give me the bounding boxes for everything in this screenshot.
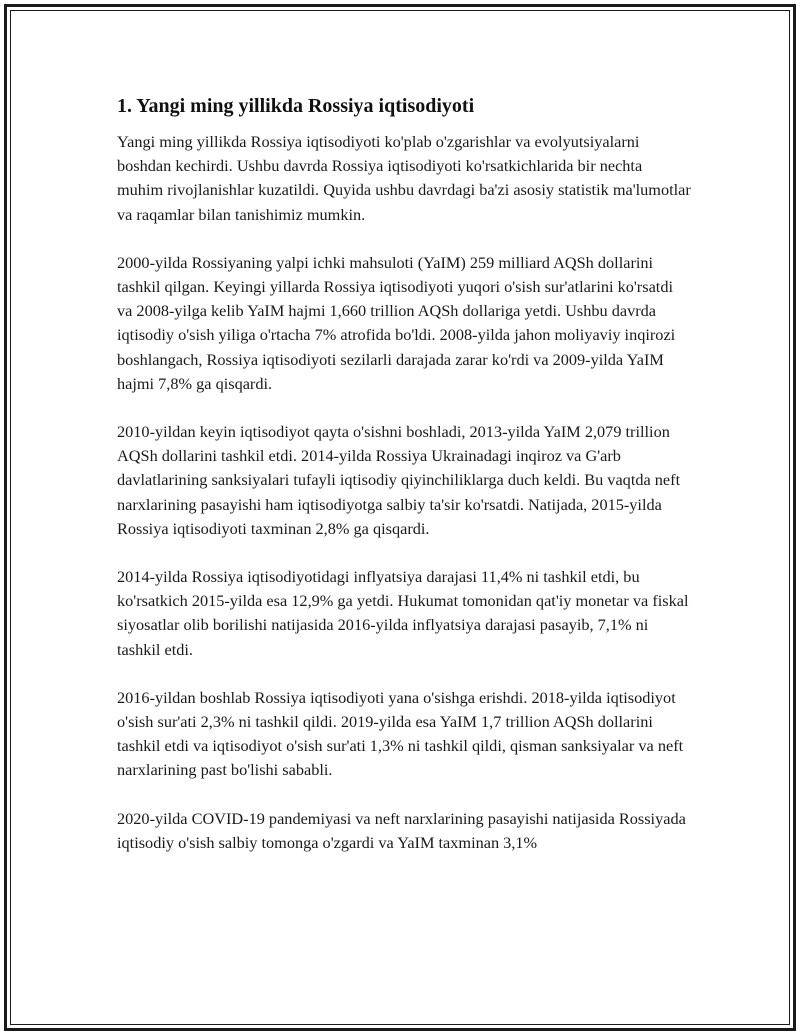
paragraph-gdp-2000-2009: 2000-yilda Rossiyaning yalpi ichki mahsuloti (YaIM) 259 milliard AQSh dollarini tashkil qilgan. Keyingi yillarda Rossiya iqtisodiyoti yuqori o'sish sur'atlarini ko'rsatdi va 2008-yilga kelib YaIM hajmi 1,660 trillion AQSh dollariga yetdi. Ushbu davrda iqtisodiy o'sish yiliga o'rtacha 7% atrofida bo'ldi. 2008-yilda jahon moliyaviy inqirozi boshlangach, Rossiya iqtisodiyoti sezilarli darajada zarar ko'rdi va 2009-yilda YaIM hajmi 7,8% ga qisqardi. (117, 252, 676, 393)
paragraph-covid-2020: 2020-yilda COVID-19 pandemiyasi va neft narxlarining pasayishi natijasida Rossiyada iqtisodiy o'sish salbiy tomonga o'zgardi va YaIM taxminan 3,1% (117, 808, 686, 852)
paragraph-gdp-2010-2015: 2010-yildan keyin iqtisodiyot qayta o'sishni boshladi, 2013-yilda YaIM 2,079 trillion AQSh dollarini tashkil etdi. 2014-yilda Rossiya Ukrainadagi inqiroz va G'arb davlatlarining sanksiyalari tufayli iqtisodiy qiyinchiliklarga duch keldi. Bu vaqtda neft narxlarining pasayishi ham iqtisodiyotga salbiy ta'sir ko'rsatdi. Natijada, 2015-yilda Rossiya iqtisodiyoti taxminan 2,8% ga qisqardi. (117, 422, 681, 538)
paragraph-inflation: 2014-yilda Rossiya iqtisodiyotidagi inflyatsiya darajasi 11,4% ni tashkil etdi, bu ko'rsatkich 2015-yilda esa 12,9% ga yetdi. Hukumat tomonidan qat'iy monetar va fiskal siyosatlar olib borilishi natijasida 2016-yilda inflyatsiya darajasi pasayib, 7,1% ni tashkil etdi. (117, 567, 689, 659)
paragraph-growth-2016-2019: 2016-yildan boshlab Rossiya iqtisodiyoti yana o'sishga erishdi. 2018-yilda iqtisodiyot o'sish sur'ati 2,3% ni tashkil qildi. 2019-yilda esa YaIM 1,7 trillion AQSh dollarini tashkil etdi va iqtisodiyot o'sish sur'ati 1,3% ni tashkil qildi, qisman sanksiyalar va neft narxlarining past bo'lishi sababli. (117, 687, 684, 780)
document-body (117, 92, 692, 879)
paragraph-intro: Yangi ming yillikda Rossiya iqtisodiyoti ko'plab o'zgarishlar va evolyutsiyalarni boshdan kechirdi. Ushbu davrda Rossiya iqtisodiyoti ko'rsatkichlarida bir nechta muhim rivojlanishlar kuzatildi. Quyida ushbu davrdagi ba'zi asosiy statistik ma'lumotlar va raqamlar bilan tanishimiz mumkin. (117, 132, 691, 224)
section-heading: 1. Yangi ming yillikda Rossiya iqtisodiyoti (117, 95, 475, 117)
